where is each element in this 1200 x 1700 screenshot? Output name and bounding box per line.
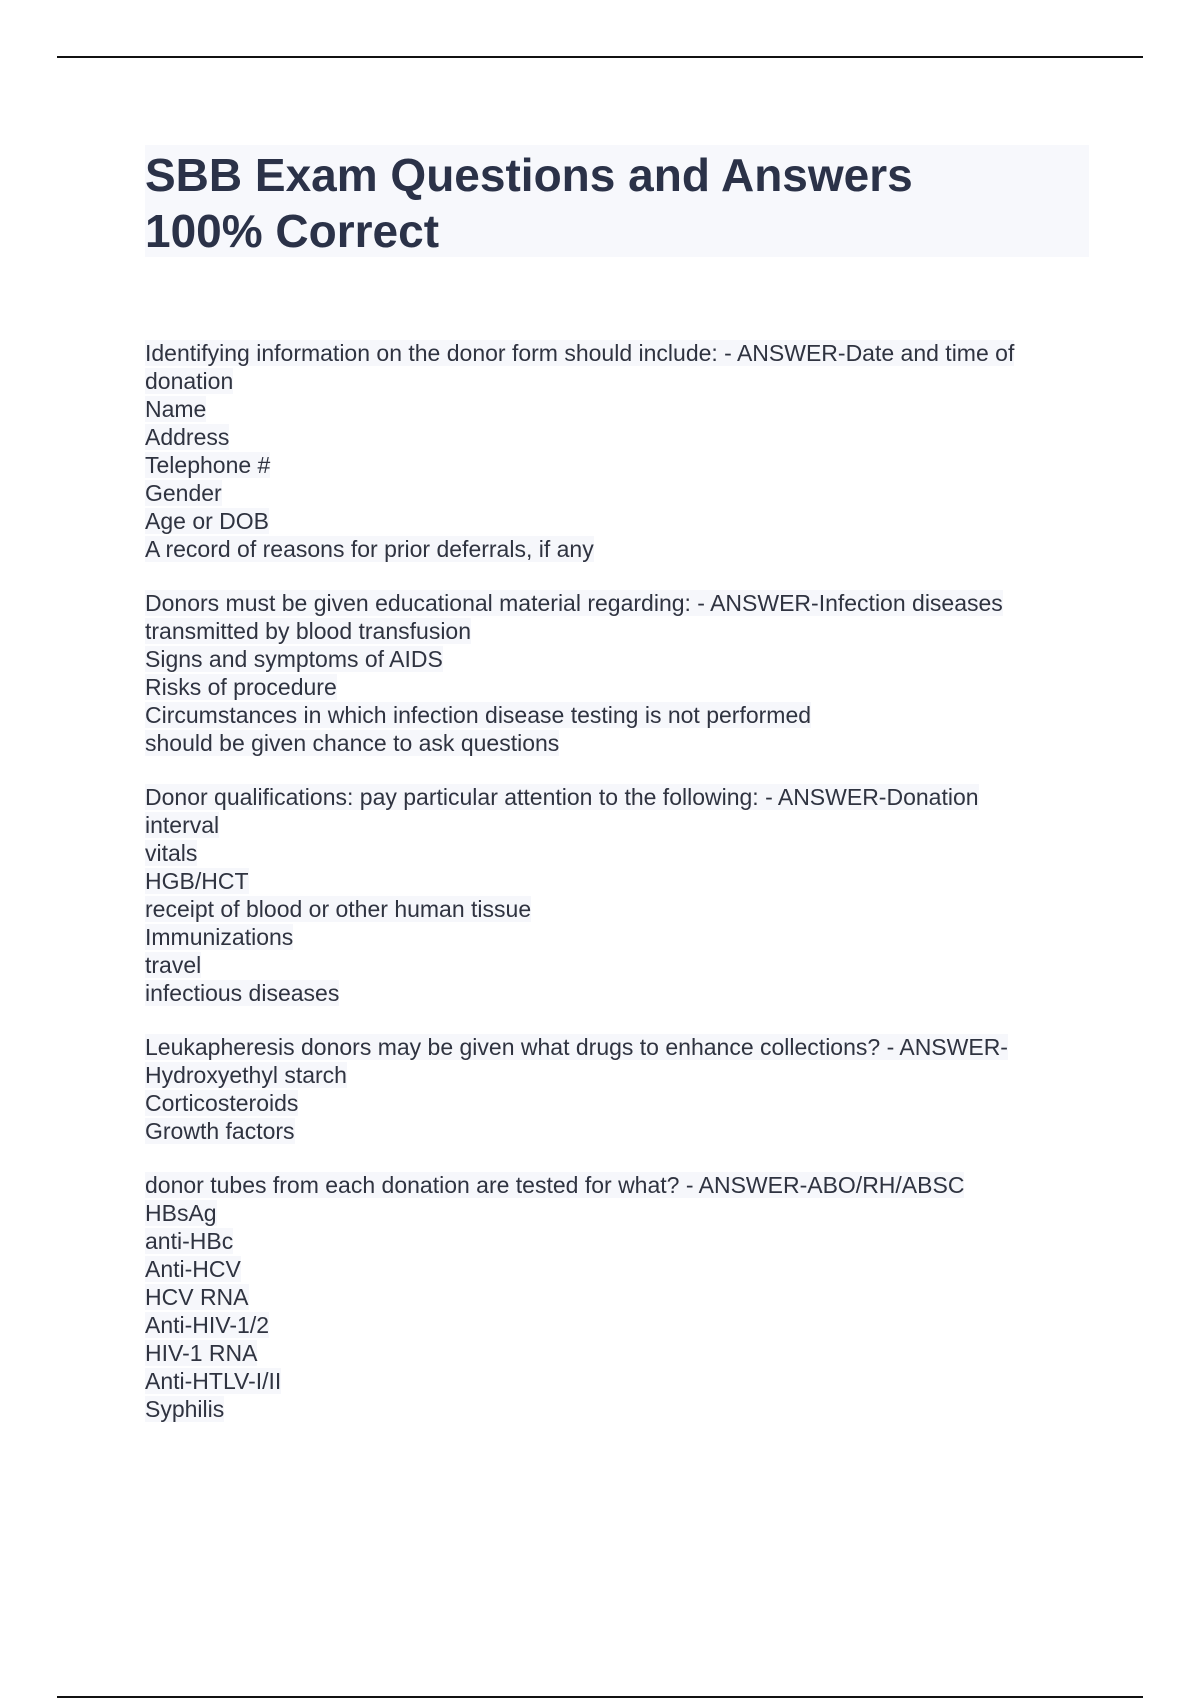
question-line: [145, 783, 1089, 811]
answer-line: [145, 507, 1089, 535]
line-text: receipt of blood or other human tissue: [145, 896, 532, 922]
answer-line: [145, 395, 1089, 423]
line-text: Immunizations: [145, 924, 294, 950]
answer-line: [145, 729, 1089, 757]
line-text: travel: [145, 952, 202, 978]
line-text: should be given chance to ask questions: [145, 730, 560, 756]
answer-line: [145, 867, 1089, 895]
line-text: Age or DOB: [145, 508, 269, 534]
answer-line: [145, 645, 1089, 673]
qa-list: [145, 339, 1089, 1449]
answer-line: [145, 1367, 1089, 1395]
answer-line: [145, 479, 1089, 507]
line-text: Anti-HIV-1/2: [145, 1312, 269, 1338]
line-text: Syphilis: [145, 1396, 225, 1422]
answer-line: [145, 895, 1089, 923]
line-text: Corticosteroids: [145, 1090, 299, 1116]
answer-line: [145, 979, 1089, 1007]
line-text: HBsAg: [145, 1200, 217, 1226]
answer-line: [145, 673, 1089, 701]
line-text: Identifying information on the donor form should include: - ANSWER-Date and time of: [145, 340, 1015, 366]
question-line: [145, 339, 1089, 367]
line-text: HIV-1 RNA: [145, 1340, 258, 1366]
answer-line: [145, 1311, 1089, 1339]
line-text: vitals: [145, 840, 198, 866]
line-text: Circumstances in which infection disease testing is not performed: [145, 702, 812, 728]
question-line: [145, 589, 1089, 617]
answer-line: [145, 1199, 1089, 1227]
answer-line: [145, 1227, 1089, 1255]
header-rule: [57, 56, 1143, 58]
line-text: Name: [145, 396, 207, 422]
line-text: transmitted by blood transfusion: [145, 618, 472, 644]
line-text: Donor qualifications: pay particular attention to the following: - ANSWER-Donation: [145, 784, 979, 810]
qa-item: [145, 1033, 1089, 1145]
answer-line: [145, 811, 1089, 839]
line-text: Gender: [145, 480, 222, 506]
answer-line: [145, 617, 1089, 645]
line-text: HCV RNA: [145, 1284, 249, 1310]
line-text: donation: [145, 368, 234, 394]
title-line: 100% Correct: [145, 205, 440, 257]
answer-line: [145, 1395, 1089, 1423]
line-text: infectious diseases: [145, 980, 340, 1006]
line-text: Hydroxyethyl starch: [145, 1062, 347, 1088]
answer-line: [145, 1339, 1089, 1367]
line-text: Address: [145, 424, 230, 450]
question-line: [145, 1033, 1089, 1061]
answer-line: [145, 1117, 1089, 1145]
line-text: Risks of procedure: [145, 674, 337, 700]
qa-item: [145, 339, 1089, 563]
footer-rule: [57, 1696, 1143, 1698]
title-line: SBB Exam Questions and Answers: [145, 149, 913, 201]
answer-line: [145, 1061, 1089, 1089]
line-text: Telephone #: [145, 452, 271, 478]
answer-line: [145, 1255, 1089, 1283]
page-title: [145, 147, 1089, 259]
answer-line: [145, 451, 1089, 479]
line-text: Anti-HCV: [145, 1256, 241, 1282]
line-text: HGB/HCT: [145, 868, 249, 894]
line-text: Anti-HTLV-I/II: [145, 1368, 282, 1394]
qa-item: [145, 783, 1089, 1007]
answer-line: [145, 535, 1089, 563]
line-text: interval: [145, 812, 220, 838]
answer-line: [145, 423, 1089, 451]
answer-line: [145, 1283, 1089, 1311]
question-line: [145, 1171, 1089, 1199]
line-text: Signs and symptoms of AIDS: [145, 646, 443, 672]
answer-line: [145, 923, 1089, 951]
line-text: A record of reasons for prior deferrals, if any: [145, 536, 594, 562]
line-text: Growth factors: [145, 1118, 295, 1144]
qa-item: [145, 1171, 1089, 1423]
line-text: Donors must be given educational material regarding: - ANSWER-Infection diseases: [145, 590, 1003, 616]
line-text: anti-HBc: [145, 1228, 234, 1254]
answer-line: [145, 1089, 1089, 1117]
qa-item: [145, 589, 1089, 757]
answer-line: [145, 839, 1089, 867]
answer-line: [145, 951, 1089, 979]
answer-line: [145, 701, 1089, 729]
answer-line: [145, 367, 1089, 395]
line-text: donor tubes from each donation are tested for what? - ANSWER-ABO/RH/ABSC: [145, 1172, 965, 1198]
line-text: Leukapheresis donors may be given what drugs to enhance collections? - ANSWER-: [145, 1034, 1008, 1060]
